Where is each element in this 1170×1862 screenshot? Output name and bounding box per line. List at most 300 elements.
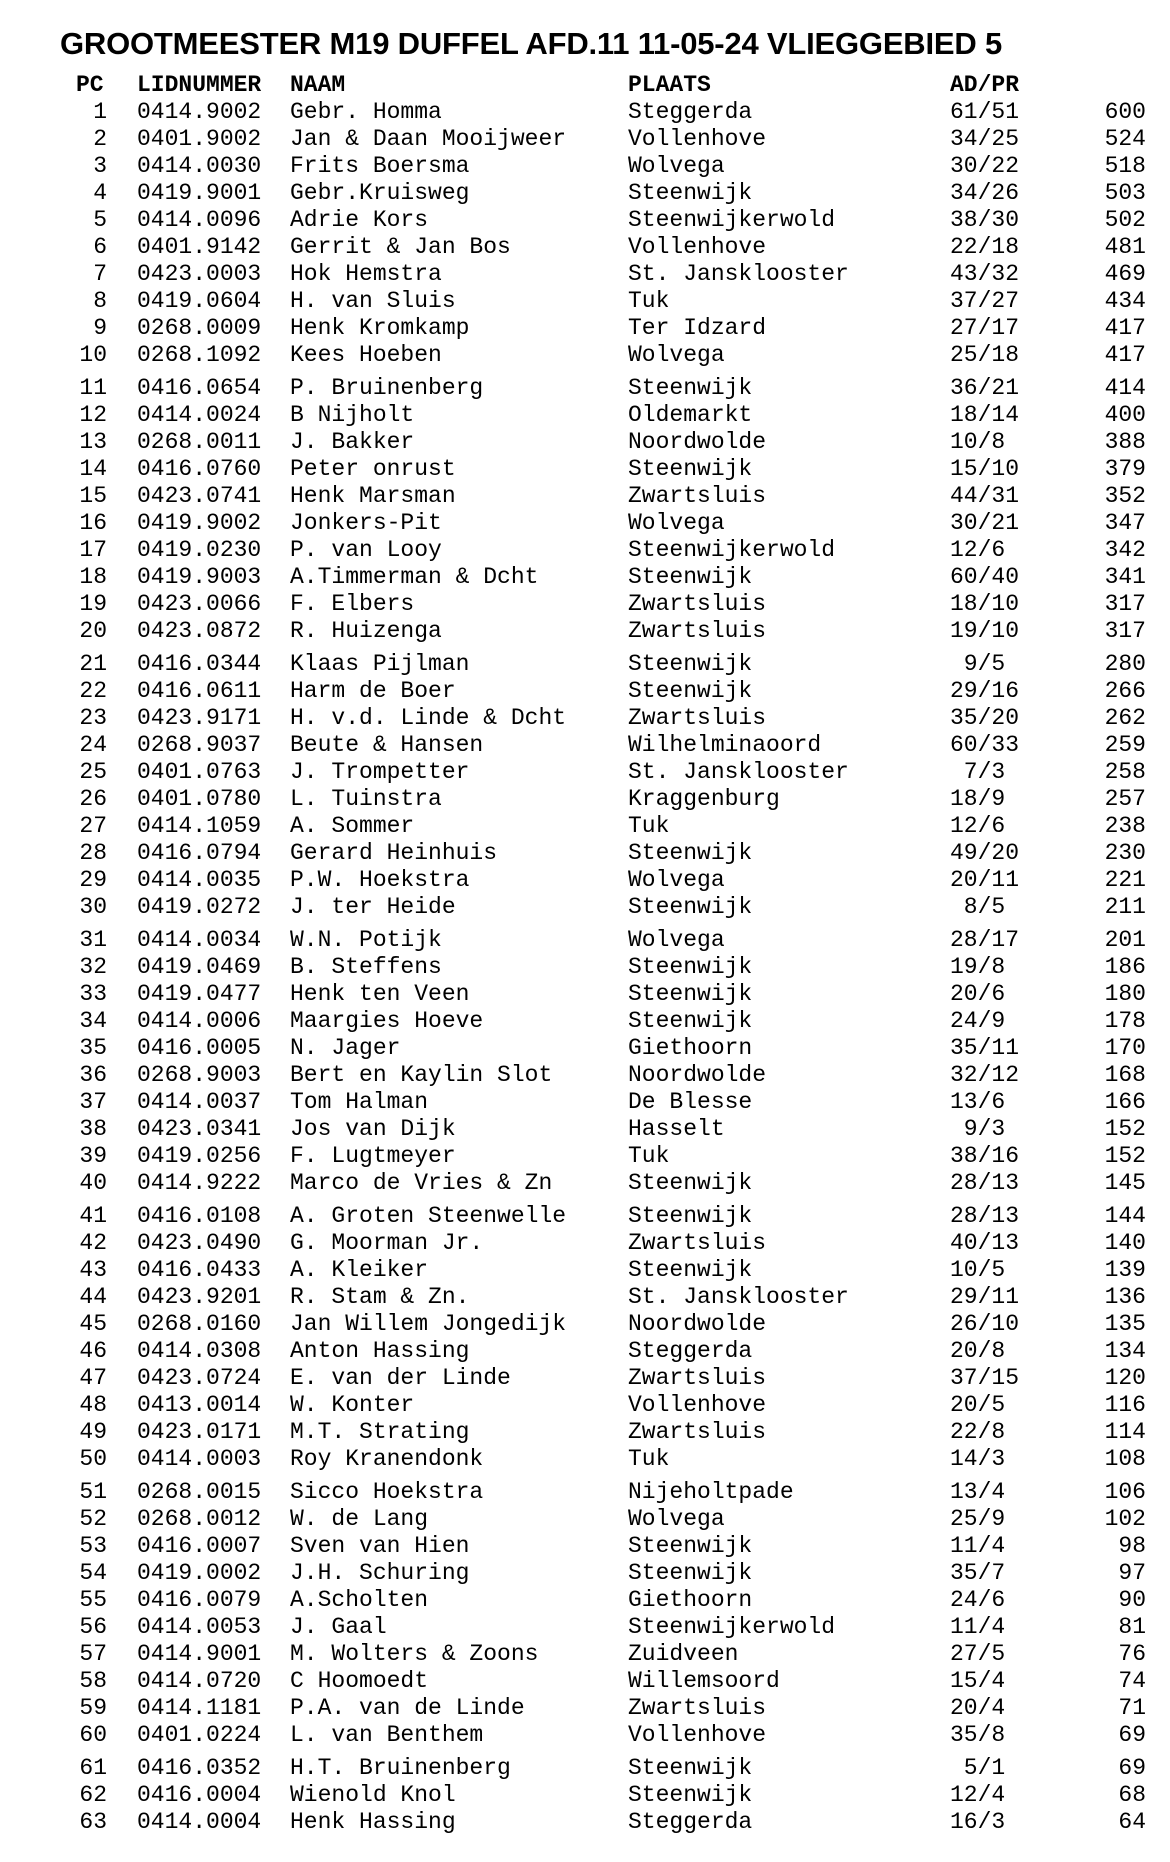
- row-punten: 503: [1104, 180, 1146, 206]
- row-lidnummer: 0414.9002: [137, 99, 262, 125]
- row-adpr: 20/4: [950, 1695, 1006, 1721]
- row-lidnummer: 0414.9001: [137, 1641, 262, 1667]
- row-plaats: De Blesse: [628, 1089, 753, 1115]
- row-adpr: 12/6: [950, 813, 1006, 839]
- row-adpr: 18/14: [950, 402, 1020, 428]
- row-punten: 98: [1118, 1533, 1146, 1559]
- row-adpr: 35/7: [950, 1560, 1006, 1586]
- row-pc: 29: [79, 867, 107, 893]
- row-plaats: Noordwolde: [628, 1311, 767, 1337]
- row-plaats: Tuk: [628, 1446, 670, 1472]
- row-lidnummer: 0416.0654: [137, 375, 262, 401]
- row-pc: 40: [79, 1170, 107, 1196]
- row-naam: R. Stam & Zn.: [290, 1284, 470, 1310]
- row-naam: Henk Hassing: [290, 1809, 456, 1835]
- row-naam: P. van Looy: [290, 537, 442, 563]
- row-plaats: Tuk: [628, 1143, 670, 1169]
- row-naam: Adrie Kors: [290, 207, 429, 233]
- row-plaats: Steenwijk: [628, 1257, 753, 1283]
- row-plaats: Steenwijk: [628, 651, 753, 677]
- row-plaats: Ter Idzard: [628, 315, 767, 341]
- row-punten: 69: [1118, 1722, 1146, 1748]
- row-pc: 39: [79, 1143, 107, 1169]
- row-pc: 44: [79, 1284, 107, 1310]
- row-adpr: 34/25: [950, 126, 1020, 152]
- row-adpr: 60/40: [950, 564, 1020, 590]
- row-plaats: Zwartsluis: [628, 705, 767, 731]
- row-lidnummer: 0423.0341: [137, 1116, 262, 1142]
- row-plaats: St. Jansklooster: [628, 1284, 849, 1310]
- row-plaats: Wolvega: [628, 510, 725, 536]
- row-punten: 201: [1104, 927, 1146, 953]
- row-punten: 257: [1104, 786, 1146, 812]
- row-adpr: 15/10: [950, 456, 1020, 482]
- row-naam: L. van Benthem: [290, 1722, 484, 1748]
- row-lidnummer: 0416.0611: [137, 678, 262, 704]
- row-lidnummer: 0419.0469: [137, 954, 262, 980]
- row-naam: R. Huizenga: [290, 618, 442, 644]
- row-punten: 352: [1104, 483, 1146, 509]
- row-punten: 317: [1104, 618, 1146, 644]
- row-naam: F. Lugtmeyer: [290, 1143, 456, 1169]
- row-adpr: 9/3: [950, 1116, 1006, 1142]
- row-adpr: 28/13: [950, 1170, 1020, 1196]
- row-pc: 49: [79, 1419, 107, 1445]
- row-punten: 221: [1104, 867, 1146, 893]
- row-plaats: Steenwijk: [628, 564, 753, 590]
- row-lidnummer: 0414.0034: [137, 927, 262, 953]
- row-pc: 47: [79, 1365, 107, 1391]
- row-pc: 10: [79, 342, 107, 368]
- row-punten: 76: [1118, 1641, 1146, 1667]
- row-adpr: 29/11: [950, 1284, 1020, 1310]
- row-pc: 21: [79, 651, 107, 677]
- row-plaats: Tuk: [628, 288, 670, 314]
- row-naam: A.Scholten: [290, 1587, 429, 1613]
- row-plaats: Nijeholtpade: [628, 1479, 794, 1505]
- row-adpr: 26/10: [950, 1311, 1020, 1337]
- row-naam: Harm de Boer: [290, 678, 456, 704]
- row-punten: 469: [1104, 261, 1146, 287]
- row-plaats: Steenwijkerwold: [628, 207, 836, 233]
- row-lidnummer: 0419.0230: [137, 537, 262, 563]
- row-punten: 152: [1104, 1143, 1146, 1169]
- row-plaats: Steenwijk: [628, 1203, 753, 1229]
- row-punten: 400: [1104, 402, 1146, 428]
- row-punten: 186: [1104, 954, 1146, 980]
- page-title: GROOTMEESTER M19 DUFFEL AFD.11 11-05-24 VLIEGGEBIED 5: [60, 26, 1003, 61]
- row-adpr: 37/27: [950, 288, 1020, 314]
- row-punten: 114: [1104, 1419, 1146, 1445]
- row-lidnummer: 0268.0160: [137, 1311, 262, 1337]
- row-adpr: 36/21: [950, 375, 1020, 401]
- row-pc: 30: [79, 894, 107, 920]
- row-naam: J. Trompetter: [290, 759, 470, 785]
- row-pc: 28: [79, 840, 107, 866]
- row-punten: 238: [1104, 813, 1146, 839]
- row-adpr: 30/22: [950, 153, 1020, 179]
- row-naam: Roy Kranendonk: [290, 1446, 484, 1472]
- row-naam: H. van Sluis: [290, 288, 456, 314]
- row-punten: 106: [1104, 1479, 1146, 1505]
- row-naam: Jan & Daan Mooijweer: [290, 126, 567, 152]
- row-adpr: 12/6: [950, 537, 1006, 563]
- row-naam: A. Kleiker: [290, 1257, 429, 1283]
- row-naam: P.A. van de Linde: [290, 1695, 525, 1721]
- row-lidnummer: 0268.0009: [137, 315, 262, 341]
- row-lidnummer: 0414.0308: [137, 1338, 262, 1364]
- row-lidnummer: 0423.0171: [137, 1419, 262, 1445]
- row-punten: 266: [1104, 678, 1146, 704]
- row-lidnummer: 0401.0780: [137, 786, 262, 812]
- row-plaats: Steenwijk: [628, 180, 753, 206]
- header-pc: PC: [76, 72, 104, 98]
- row-naam: H. v.d. Linde & Dcht: [290, 705, 567, 731]
- header-lidnummer: LIDNUMMER: [137, 72, 262, 98]
- row-pc: 52: [79, 1506, 107, 1532]
- row-lidnummer: 0414.0003: [137, 1446, 262, 1472]
- row-plaats: Steenwijk: [628, 1782, 753, 1808]
- row-naam: Frits Boersma: [290, 153, 470, 179]
- row-punten: 417: [1104, 342, 1146, 368]
- row-adpr: 37/15: [950, 1365, 1020, 1391]
- row-plaats: Wolvega: [628, 342, 725, 368]
- row-punten: 230: [1104, 840, 1146, 866]
- row-adpr: 35/11: [950, 1035, 1020, 1061]
- row-plaats: Zwartsluis: [628, 1419, 767, 1445]
- row-adpr: 13/6: [950, 1089, 1006, 1115]
- row-plaats: Wilhelminaoord: [628, 732, 822, 758]
- row-lidnummer: 0268.9003: [137, 1062, 262, 1088]
- row-plaats: Steenwijk: [628, 981, 753, 1007]
- row-naam: Hok Hemstra: [290, 261, 442, 287]
- row-lidnummer: 0419.9003: [137, 564, 262, 590]
- row-lidnummer: 0268.0012: [137, 1506, 262, 1532]
- row-pc: 23: [79, 705, 107, 731]
- row-naam: Bert en Kaylin Slot: [290, 1062, 553, 1088]
- row-lidnummer: 0401.0763: [137, 759, 262, 785]
- row-pc: 59: [79, 1695, 107, 1721]
- row-plaats: Zwartsluis: [628, 1695, 767, 1721]
- row-lidnummer: 0268.9037: [137, 732, 262, 758]
- row-punten: 524: [1104, 126, 1146, 152]
- row-lidnummer: 0414.0037: [137, 1089, 262, 1115]
- row-plaats: Oldemarkt: [628, 402, 753, 428]
- row-naam: Gerrit & Jan Bos: [290, 234, 511, 260]
- row-adpr: 20/11: [950, 867, 1020, 893]
- row-adpr: 5/1: [950, 1755, 1006, 1781]
- row-naam: Klaas Pijlman: [290, 651, 470, 677]
- row-plaats: Steenwijk: [628, 954, 753, 980]
- row-punten: 134: [1104, 1338, 1146, 1364]
- row-pc: 3: [93, 153, 107, 179]
- row-plaats: Vollenhove: [628, 234, 767, 260]
- row-punten: 135: [1104, 1311, 1146, 1337]
- row-lidnummer: 0414.1181: [137, 1695, 262, 1721]
- row-pc: 24: [79, 732, 107, 758]
- row-pc: 60: [79, 1722, 107, 1748]
- row-lidnummer: 0268.1092: [137, 342, 262, 368]
- row-pc: 8: [93, 288, 107, 314]
- row-punten: 211: [1104, 894, 1146, 920]
- row-pc: 17: [79, 537, 107, 563]
- row-adpr: 32/12: [950, 1062, 1020, 1088]
- row-naam: B. Steffens: [290, 954, 442, 980]
- row-plaats: Wolvega: [628, 867, 725, 893]
- row-punten: 74: [1118, 1668, 1146, 1694]
- row-punten: 317: [1104, 591, 1146, 617]
- row-punten: 152: [1104, 1116, 1146, 1142]
- row-lidnummer: 0401.9142: [137, 234, 262, 260]
- row-naam: Wienold Knol: [290, 1782, 456, 1808]
- row-plaats: Zwartsluis: [628, 591, 767, 617]
- row-adpr: 34/26: [950, 180, 1020, 206]
- row-punten: 145: [1104, 1170, 1146, 1196]
- row-punten: 69: [1118, 1755, 1146, 1781]
- row-lidnummer: 0414.0004: [137, 1809, 262, 1835]
- row-punten: 259: [1104, 732, 1146, 758]
- row-punten: 136: [1104, 1284, 1146, 1310]
- row-naam: P. Bruinenberg: [290, 375, 484, 401]
- row-lidnummer: 0416.0433: [137, 1257, 262, 1283]
- row-adpr: 25/9: [950, 1506, 1006, 1532]
- row-pc: 14: [79, 456, 107, 482]
- row-plaats: Steggerda: [628, 99, 753, 125]
- row-punten: 262: [1104, 705, 1146, 731]
- row-pc: 6: [93, 234, 107, 260]
- row-plaats: Zuidveen: [628, 1641, 739, 1667]
- row-pc: 15: [79, 483, 107, 509]
- row-adpr: 30/21: [950, 510, 1020, 536]
- row-adpr: 7/3: [950, 759, 1006, 785]
- row-lidnummer: 0414.0035: [137, 867, 262, 893]
- row-pc: 56: [79, 1614, 107, 1640]
- row-punten: 81: [1118, 1614, 1146, 1640]
- row-plaats: Steenwijk: [628, 456, 753, 482]
- row-plaats: Steenwijkerwold: [628, 537, 836, 563]
- row-lidnummer: 0419.9002: [137, 510, 262, 536]
- row-plaats: Hasselt: [628, 1116, 725, 1142]
- row-lidnummer: 0413.0014: [137, 1392, 262, 1418]
- row-punten: 108: [1104, 1446, 1146, 1472]
- row-adpr: 10/8: [950, 429, 1006, 455]
- row-naam: A. Sommer: [290, 813, 415, 839]
- row-punten: 388: [1104, 429, 1146, 455]
- row-pc: 45: [79, 1311, 107, 1337]
- row-lidnummer: 0423.0003: [137, 261, 262, 287]
- row-adpr: 28/13: [950, 1203, 1020, 1229]
- row-punten: 68: [1118, 1782, 1146, 1808]
- row-pc: 25: [79, 759, 107, 785]
- row-pc: 61: [79, 1755, 107, 1781]
- header-naam: NAAM: [290, 72, 346, 98]
- row-plaats: Zwartsluis: [628, 483, 767, 509]
- row-adpr: 28/17: [950, 927, 1020, 953]
- row-pc: 19: [79, 591, 107, 617]
- row-plaats: Steenwijk: [628, 1170, 753, 1196]
- row-adpr: 13/4: [950, 1479, 1006, 1505]
- row-pc: 57: [79, 1641, 107, 1667]
- row-naam: M. Wolters & Zoons: [290, 1641, 539, 1667]
- row-naam: B Nijholt: [290, 402, 415, 428]
- row-punten: 379: [1104, 456, 1146, 482]
- row-plaats: Steenwijk: [628, 678, 753, 704]
- row-pc: 36: [79, 1062, 107, 1088]
- row-pc: 5: [93, 207, 107, 233]
- row-punten: 600: [1104, 99, 1146, 125]
- row-plaats: Steenwijkerwold: [628, 1614, 836, 1640]
- row-naam: G. Moorman Jr.: [290, 1230, 484, 1256]
- row-plaats: Steggerda: [628, 1338, 753, 1364]
- row-naam: Tom Halman: [290, 1089, 429, 1115]
- row-pc: 34: [79, 1008, 107, 1034]
- row-naam: Beute & Hansen: [290, 732, 484, 758]
- row-plaats: Wolvega: [628, 1506, 725, 1532]
- row-adpr: 12/4: [950, 1782, 1006, 1808]
- row-adpr: 9/5: [950, 651, 1006, 677]
- row-adpr: 18/10: [950, 591, 1020, 617]
- row-lidnummer: 0416.0794: [137, 840, 262, 866]
- row-punten: 140: [1104, 1230, 1146, 1256]
- row-punten: 64: [1118, 1809, 1146, 1835]
- row-plaats: Steenwijk: [628, 894, 753, 920]
- row-punten: 178: [1104, 1008, 1146, 1034]
- row-lidnummer: 0416.0079: [137, 1587, 262, 1613]
- row-lidnummer: 0401.0224: [137, 1722, 262, 1748]
- row-pc: 54: [79, 1560, 107, 1586]
- row-naam: C Hoomoedt: [290, 1668, 429, 1694]
- row-plaats: Steenwijk: [628, 1560, 753, 1586]
- row-naam: Sicco Hoekstra: [290, 1479, 484, 1505]
- row-adpr: 11/4: [950, 1533, 1006, 1559]
- row-plaats: Wolvega: [628, 927, 725, 953]
- row-adpr: 19/10: [950, 618, 1020, 644]
- row-naam: Jonkers-Pit: [290, 510, 442, 536]
- row-naam: Gebr. Homma: [290, 99, 442, 125]
- row-naam: J.H. Schuring: [290, 1560, 470, 1586]
- row-pc: 58: [79, 1668, 107, 1694]
- row-plaats: Steggerda: [628, 1809, 753, 1835]
- row-pc: 32: [79, 954, 107, 980]
- row-naam: A.Timmerman & Dcht: [290, 564, 539, 590]
- row-lidnummer: 0423.9201: [137, 1284, 262, 1310]
- row-plaats: Noordwolde: [628, 1062, 767, 1088]
- row-lidnummer: 0414.1059: [137, 813, 262, 839]
- row-pc: 11: [79, 375, 107, 401]
- row-naam: Henk ten Veen: [290, 981, 470, 1007]
- row-pc: 55: [79, 1587, 107, 1613]
- row-lidnummer: 0419.0477: [137, 981, 262, 1007]
- row-punten: 341: [1104, 564, 1146, 590]
- row-lidnummer: 0423.0741: [137, 483, 262, 509]
- row-naam: Jan Willem Jongedijk: [290, 1311, 567, 1337]
- row-adpr: 8/5: [950, 894, 1006, 920]
- row-naam: Anton Hassing: [290, 1338, 470, 1364]
- row-punten: 170: [1104, 1035, 1146, 1061]
- row-adpr: 20/6: [950, 981, 1006, 1007]
- row-naam: J. ter Heide: [290, 894, 456, 920]
- row-lidnummer: 0414.0030: [137, 153, 262, 179]
- row-naam: Sven van Hien: [290, 1533, 470, 1559]
- row-pc: 4: [93, 180, 107, 206]
- row-lidnummer: 0414.0024: [137, 402, 262, 428]
- row-lidnummer: 0414.0720: [137, 1668, 262, 1694]
- row-pc: 38: [79, 1116, 107, 1142]
- row-adpr: 11/4: [950, 1614, 1006, 1640]
- row-punten: 139: [1104, 1257, 1146, 1283]
- row-lidnummer: 0423.0066: [137, 591, 262, 617]
- row-adpr: 25/18: [950, 342, 1020, 368]
- row-lidnummer: 0401.9002: [137, 126, 262, 152]
- row-lidnummer: 0419.9001: [137, 180, 262, 206]
- row-pc: 13: [79, 429, 107, 455]
- row-plaats: Willemsoord: [628, 1668, 780, 1694]
- row-punten: 180: [1104, 981, 1146, 1007]
- row-naam: Maargies Hoeve: [290, 1008, 484, 1034]
- row-adpr: 20/8: [950, 1338, 1006, 1364]
- row-plaats: Noordwolde: [628, 429, 767, 455]
- row-adpr: 44/31: [950, 483, 1020, 509]
- row-adpr: 27/17: [950, 315, 1020, 341]
- row-punten: 97: [1118, 1560, 1146, 1586]
- row-pc: 20: [79, 618, 107, 644]
- row-plaats: St. Jansklooster: [628, 759, 849, 785]
- row-adpr: 27/5: [950, 1641, 1006, 1667]
- row-pc: 33: [79, 981, 107, 1007]
- row-pc: 27: [79, 813, 107, 839]
- row-naam: N. Jager: [290, 1035, 401, 1061]
- row-pc: 63: [79, 1809, 107, 1835]
- row-punten: 502: [1104, 207, 1146, 233]
- row-punten: 342: [1104, 537, 1146, 563]
- row-lidnummer: 0414.0096: [137, 207, 262, 233]
- row-adpr: 15/4: [950, 1668, 1006, 1694]
- row-adpr: 10/5: [950, 1257, 1006, 1283]
- row-adpr: 40/13: [950, 1230, 1020, 1256]
- row-punten: 166: [1104, 1089, 1146, 1115]
- row-plaats: Steenwijk: [628, 1008, 753, 1034]
- row-punten: 347: [1104, 510, 1146, 536]
- row-naam: Jos van Dijk: [290, 1116, 456, 1142]
- row-adpr: 43/32: [950, 261, 1020, 287]
- row-punten: 90: [1118, 1587, 1146, 1613]
- row-naam: W. de Lang: [290, 1506, 429, 1532]
- row-pc: 12: [79, 402, 107, 428]
- row-adpr: 22/18: [950, 234, 1020, 260]
- row-plaats: Giethoorn: [628, 1587, 753, 1613]
- row-lidnummer: 0419.0002: [137, 1560, 262, 1586]
- row-lidnummer: 0416.0760: [137, 456, 262, 482]
- row-pc: 31: [79, 927, 107, 953]
- row-naam: M.T. Strating: [290, 1419, 470, 1445]
- row-adpr: 22/8: [950, 1419, 1006, 1445]
- row-pc: 53: [79, 1533, 107, 1559]
- row-lidnummer: 0419.0604: [137, 288, 262, 314]
- header-plaats: PLAATS: [628, 72, 711, 98]
- table-header: [0, 72, 1020, 99]
- row-punten: 144: [1104, 1203, 1146, 1229]
- row-naam: J. Gaal: [290, 1614, 387, 1640]
- row-punten: 280: [1104, 651, 1146, 677]
- row-pc: 50: [79, 1446, 107, 1472]
- row-plaats: Vollenhove: [628, 126, 767, 152]
- row-lidnummer: 0423.0724: [137, 1365, 262, 1391]
- row-punten: 434: [1104, 288, 1146, 314]
- row-naam: J. Bakker: [290, 429, 415, 455]
- row-naam: Peter onrust: [290, 456, 456, 482]
- row-adpr: 61/51: [950, 99, 1020, 125]
- row-adpr: 49/20: [950, 840, 1020, 866]
